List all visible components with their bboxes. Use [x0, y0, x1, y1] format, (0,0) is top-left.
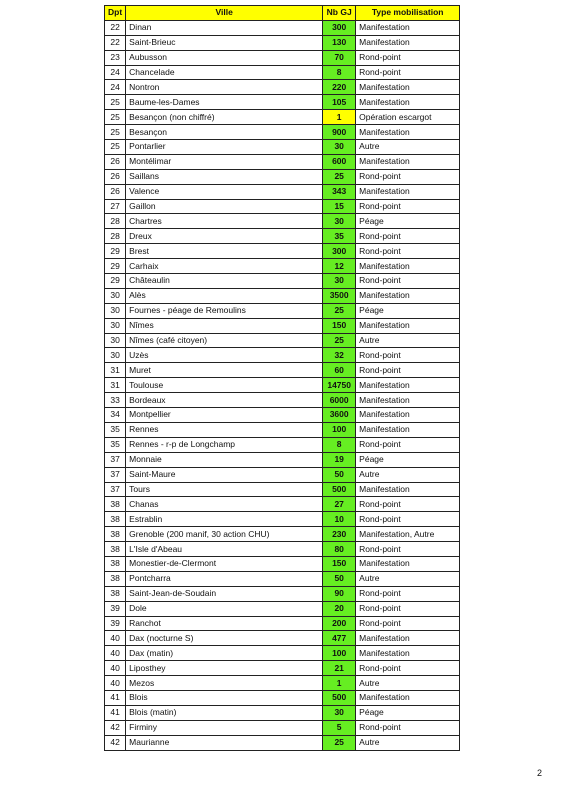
table-row — [105, 35, 460, 50]
nb-gj-cell: 1 — [323, 110, 356, 125]
type-cell: Rond-point — [356, 437, 460, 452]
table-row — [105, 586, 460, 601]
ville-cell: Dax (matin) — [126, 646, 323, 661]
table-row — [105, 720, 460, 735]
ville-cell: Alès — [126, 288, 323, 303]
nb-gj-cell: 35 — [323, 229, 356, 244]
dpt-cell: 38 — [105, 586, 126, 601]
nb-gj-cell: 100 — [323, 422, 356, 437]
table-row — [105, 20, 460, 35]
table-row — [105, 467, 460, 482]
type-cell: Manifestation — [356, 125, 460, 140]
header-dpt: Dpt — [105, 6, 126, 21]
type-cell: Manifestation — [356, 259, 460, 274]
ville-cell: Chartres — [126, 214, 323, 229]
nb-gj-cell: 500 — [323, 690, 356, 705]
table-row — [105, 735, 460, 750]
dpt-cell: 27 — [105, 199, 126, 214]
nb-gj-cell: 10 — [323, 512, 356, 527]
type-cell: Manifestation — [356, 95, 460, 110]
table-row — [105, 184, 460, 199]
dpt-cell: 29 — [105, 274, 126, 289]
ville-cell: Toulouse — [126, 378, 323, 393]
dpt-cell: 28 — [105, 229, 126, 244]
type-cell: Autre — [356, 571, 460, 586]
ville-cell: Firminy — [126, 720, 323, 735]
dpt-cell: 35 — [105, 437, 126, 452]
table-row — [105, 393, 460, 408]
type-cell: Manifestation — [356, 556, 460, 571]
dpt-cell: 25 — [105, 140, 126, 155]
type-cell: Rond-point — [356, 274, 460, 289]
ville-cell: Liposthey — [126, 661, 323, 676]
ville-cell: Bordeaux — [126, 393, 323, 408]
dpt-cell: 30 — [105, 348, 126, 363]
nb-gj-cell: 8 — [323, 65, 356, 80]
nb-gj-cell: 150 — [323, 318, 356, 333]
nb-gj-cell: 12 — [323, 259, 356, 274]
table-row — [105, 542, 460, 557]
ville-cell: Grenoble (200 manif, 30 action CHU) — [126, 527, 323, 542]
nb-gj-cell: 60 — [323, 363, 356, 378]
type-cell: Manifestation — [356, 393, 460, 408]
ville-cell: Saint-Jean-de-Soudain — [126, 586, 323, 601]
table-row — [105, 259, 460, 274]
type-cell: Manifestation — [356, 646, 460, 661]
ville-cell: Valence — [126, 184, 323, 199]
nb-gj-cell: 200 — [323, 616, 356, 631]
header-ville: Ville — [126, 6, 323, 21]
ville-cell: Aubusson — [126, 50, 323, 65]
nb-gj-cell: 30 — [323, 274, 356, 289]
nb-gj-cell: 150 — [323, 556, 356, 571]
dpt-cell: 26 — [105, 184, 126, 199]
nb-gj-cell: 300 — [323, 20, 356, 35]
dpt-cell: 38 — [105, 542, 126, 557]
type-cell: Rond-point — [356, 720, 460, 735]
dpt-cell: 24 — [105, 65, 126, 80]
ville-cell: Montélimar — [126, 154, 323, 169]
dpt-cell: 38 — [105, 556, 126, 571]
ville-cell: Rennes — [126, 422, 323, 437]
table-row — [105, 348, 460, 363]
header-type-mobilisation: Type mobilisation — [356, 6, 460, 21]
table-row — [105, 422, 460, 437]
type-cell: Péage — [356, 705, 460, 720]
ville-cell: Tours — [126, 482, 323, 497]
table-row — [105, 646, 460, 661]
nb-gj-cell: 600 — [323, 154, 356, 169]
ville-cell: Carhaix — [126, 259, 323, 274]
ville-cell: Besançon (non chiffré) — [126, 110, 323, 125]
ville-cell: Blois — [126, 690, 323, 705]
table-row — [105, 110, 460, 125]
nb-gj-cell: 21 — [323, 661, 356, 676]
dpt-cell: 41 — [105, 690, 126, 705]
dpt-cell: 24 — [105, 80, 126, 95]
type-cell: Rond-point — [356, 497, 460, 512]
nb-gj-cell: 20 — [323, 601, 356, 616]
nb-gj-cell: 50 — [323, 467, 356, 482]
dpt-cell: 41 — [105, 705, 126, 720]
nb-gj-cell: 8 — [323, 437, 356, 452]
table-row — [105, 571, 460, 586]
nb-gj-cell: 220 — [323, 80, 356, 95]
type-cell: Autre — [356, 676, 460, 691]
dpt-cell: 31 — [105, 378, 126, 393]
type-cell: Manifestation — [356, 154, 460, 169]
ville-cell: Chanas — [126, 497, 323, 512]
ville-cell: Monnaie — [126, 452, 323, 467]
ville-cell: Besançon — [126, 125, 323, 140]
table-row — [105, 631, 460, 646]
nb-gj-cell: 90 — [323, 586, 356, 601]
ville-cell: Gaillon — [126, 199, 323, 214]
type-cell: Manifestation — [356, 288, 460, 303]
nb-gj-cell: 19 — [323, 452, 356, 467]
table-row — [105, 214, 460, 229]
type-cell: Manifestation — [356, 80, 460, 95]
ville-cell: Ranchot — [126, 616, 323, 631]
ville-cell: Nontron — [126, 80, 323, 95]
dpt-cell: 22 — [105, 20, 126, 35]
dpt-cell: 38 — [105, 512, 126, 527]
nb-gj-cell: 27 — [323, 497, 356, 512]
type-cell: Péage — [356, 214, 460, 229]
dpt-cell: 26 — [105, 154, 126, 169]
type-cell: Rond-point — [356, 169, 460, 184]
nb-gj-cell: 100 — [323, 646, 356, 661]
dpt-cell: 22 — [105, 35, 126, 50]
type-cell: Rond-point — [356, 661, 460, 676]
nb-gj-cell: 30 — [323, 214, 356, 229]
type-cell: Manifestation, Autre — [356, 527, 460, 542]
nb-gj-cell: 32 — [323, 348, 356, 363]
type-cell: Autre — [356, 735, 460, 750]
type-cell: Rond-point — [356, 50, 460, 65]
ville-cell: Dax (nocturne S) — [126, 631, 323, 646]
nb-gj-cell: 300 — [323, 244, 356, 259]
type-cell: Manifestation — [356, 184, 460, 199]
dpt-cell: 31 — [105, 363, 126, 378]
dpt-cell: 29 — [105, 259, 126, 274]
table-row — [105, 288, 460, 303]
table-row — [105, 244, 460, 259]
ville-cell: Rennes - r-p de Longchamp — [126, 437, 323, 452]
dpt-cell: 38 — [105, 571, 126, 586]
dpt-cell: 25 — [105, 95, 126, 110]
header-nb-gj: Nb GJ — [323, 6, 356, 21]
ville-cell: Pontarlier — [126, 140, 323, 155]
dpt-cell: 26 — [105, 169, 126, 184]
ville-cell: Blois (matin) — [126, 705, 323, 720]
nb-gj-cell: 25 — [323, 169, 356, 184]
table-row — [105, 80, 460, 95]
table-row — [105, 482, 460, 497]
dpt-cell: 30 — [105, 303, 126, 318]
type-cell: Manifestation — [356, 318, 460, 333]
ville-cell: Chancelade — [126, 65, 323, 80]
nb-gj-cell: 30 — [323, 140, 356, 155]
type-cell: Rond-point — [356, 601, 460, 616]
dpt-cell: 38 — [105, 497, 126, 512]
nb-gj-cell: 70 — [323, 50, 356, 65]
type-cell: Manifestation — [356, 631, 460, 646]
dpt-cell: 33 — [105, 393, 126, 408]
dpt-cell: 28 — [105, 214, 126, 229]
type-cell: Rond-point — [356, 244, 460, 259]
type-cell: Rond-point — [356, 229, 460, 244]
nb-gj-cell: 80 — [323, 542, 356, 557]
nb-gj-cell: 1 — [323, 676, 356, 691]
type-cell: Rond-point — [356, 363, 460, 378]
ville-cell: Dole — [126, 601, 323, 616]
table-row — [105, 705, 460, 720]
table-row — [105, 690, 460, 705]
ville-cell: L'Isle d'Abeau — [126, 542, 323, 557]
nb-gj-cell: 105 — [323, 95, 356, 110]
table-row — [105, 363, 460, 378]
table-row — [105, 497, 460, 512]
table-row — [105, 199, 460, 214]
nb-gj-cell: 900 — [323, 125, 356, 140]
type-cell: Rond-point — [356, 512, 460, 527]
ville-cell: Dinan — [126, 20, 323, 35]
type-cell: Rond-point — [356, 586, 460, 601]
table-row — [105, 65, 460, 80]
nb-gj-cell: 50 — [323, 571, 356, 586]
table-row — [105, 125, 460, 140]
ville-cell: Saint-Brieuc — [126, 35, 323, 50]
nb-gj-cell: 130 — [323, 35, 356, 50]
type-cell: Péage — [356, 303, 460, 318]
ville-cell: Montpellier — [126, 408, 323, 423]
dpt-cell: 40 — [105, 646, 126, 661]
type-cell: Péage — [356, 452, 460, 467]
nb-gj-cell: 3500 — [323, 288, 356, 303]
table-row — [105, 154, 460, 169]
nb-gj-cell: 15 — [323, 199, 356, 214]
header-row — [105, 6, 460, 21]
type-cell: Rond-point — [356, 542, 460, 557]
type-cell: Rond-point — [356, 616, 460, 631]
nb-gj-cell: 25 — [323, 303, 356, 318]
type-cell: Manifestation — [356, 35, 460, 50]
ville-cell: Muret — [126, 363, 323, 378]
dpt-cell: 35 — [105, 422, 126, 437]
ville-cell: Baume-les-Dames — [126, 95, 323, 110]
dpt-cell: 37 — [105, 452, 126, 467]
table-row — [105, 616, 460, 631]
nb-gj-cell: 230 — [323, 527, 356, 542]
nb-gj-cell: 30 — [323, 705, 356, 720]
dpt-cell: 30 — [105, 288, 126, 303]
dpt-cell: 39 — [105, 616, 126, 631]
dpt-cell: 40 — [105, 661, 126, 676]
table-row — [105, 556, 460, 571]
nb-gj-cell: 3600 — [323, 408, 356, 423]
table-row — [105, 661, 460, 676]
ville-cell: Pontcharra — [126, 571, 323, 586]
table-row — [105, 333, 460, 348]
dpt-cell: 23 — [105, 50, 126, 65]
table-row — [105, 229, 460, 244]
type-cell: Manifestation — [356, 378, 460, 393]
nb-gj-cell: 343 — [323, 184, 356, 199]
dpt-cell: 37 — [105, 482, 126, 497]
dpt-cell: 39 — [105, 601, 126, 616]
ville-cell: Nîmes — [126, 318, 323, 333]
ville-cell: Estrablin — [126, 512, 323, 527]
nb-gj-cell: 5 — [323, 720, 356, 735]
type-cell: Manifestation — [356, 690, 460, 705]
table-row — [105, 169, 460, 184]
type-cell: Rond-point — [356, 65, 460, 80]
dpt-cell: 37 — [105, 467, 126, 482]
table-row — [105, 601, 460, 616]
nb-gj-cell: 477 — [323, 631, 356, 646]
ville-cell: Brest — [126, 244, 323, 259]
table-row — [105, 408, 460, 423]
type-cell: Rond-point — [356, 199, 460, 214]
page-number: 2 — [537, 768, 543, 778]
dpt-cell: 38 — [105, 527, 126, 542]
ville-cell: Saillans — [126, 169, 323, 184]
type-cell: Manifestation — [356, 408, 460, 423]
table-row — [105, 50, 460, 65]
type-cell: Rond-point — [356, 348, 460, 363]
dpt-cell: 29 — [105, 244, 126, 259]
type-cell: Autre — [356, 140, 460, 155]
table-row — [105, 378, 460, 393]
table-row — [105, 676, 460, 691]
mobilisation-table — [104, 5, 460, 751]
dpt-cell: 40 — [105, 631, 126, 646]
type-cell: Opération escargot — [356, 110, 460, 125]
type-cell: Manifestation — [356, 422, 460, 437]
dpt-cell: 42 — [105, 720, 126, 735]
table-row — [105, 437, 460, 452]
ville-cell: Fournes - péage de Remoulins — [126, 303, 323, 318]
table-row — [105, 452, 460, 467]
table-row — [105, 140, 460, 155]
ville-cell: Châteaulin — [126, 274, 323, 289]
type-cell: Manifestation — [356, 482, 460, 497]
type-cell: Autre — [356, 333, 460, 348]
table-row — [105, 303, 460, 318]
table-row — [105, 274, 460, 289]
ville-cell: Mezos — [126, 676, 323, 691]
table-row — [105, 527, 460, 542]
type-cell: Manifestation — [356, 20, 460, 35]
table-row — [105, 95, 460, 110]
ville-cell: Saint-Maure — [126, 467, 323, 482]
dpt-cell: 42 — [105, 735, 126, 750]
dpt-cell: 30 — [105, 333, 126, 348]
type-cell: Autre — [356, 467, 460, 482]
ville-cell: Maurianne — [126, 735, 323, 750]
ville-cell: Dreux — [126, 229, 323, 244]
dpt-cell: 40 — [105, 676, 126, 691]
dpt-cell: 34 — [105, 408, 126, 423]
table-row — [105, 318, 460, 333]
dpt-cell: 30 — [105, 318, 126, 333]
table-row — [105, 512, 460, 527]
nb-gj-cell: 25 — [323, 333, 356, 348]
ville-cell: Nîmes (café citoyen) — [126, 333, 323, 348]
ville-cell: Uzès — [126, 348, 323, 363]
nb-gj-cell: 6000 — [323, 393, 356, 408]
nb-gj-cell: 500 — [323, 482, 356, 497]
dpt-cell: 25 — [105, 125, 126, 140]
dpt-cell: 25 — [105, 110, 126, 125]
ville-cell: Monestier-de-Clermont — [126, 556, 323, 571]
nb-gj-cell: 25 — [323, 735, 356, 750]
nb-gj-cell: 14750 — [323, 378, 356, 393]
